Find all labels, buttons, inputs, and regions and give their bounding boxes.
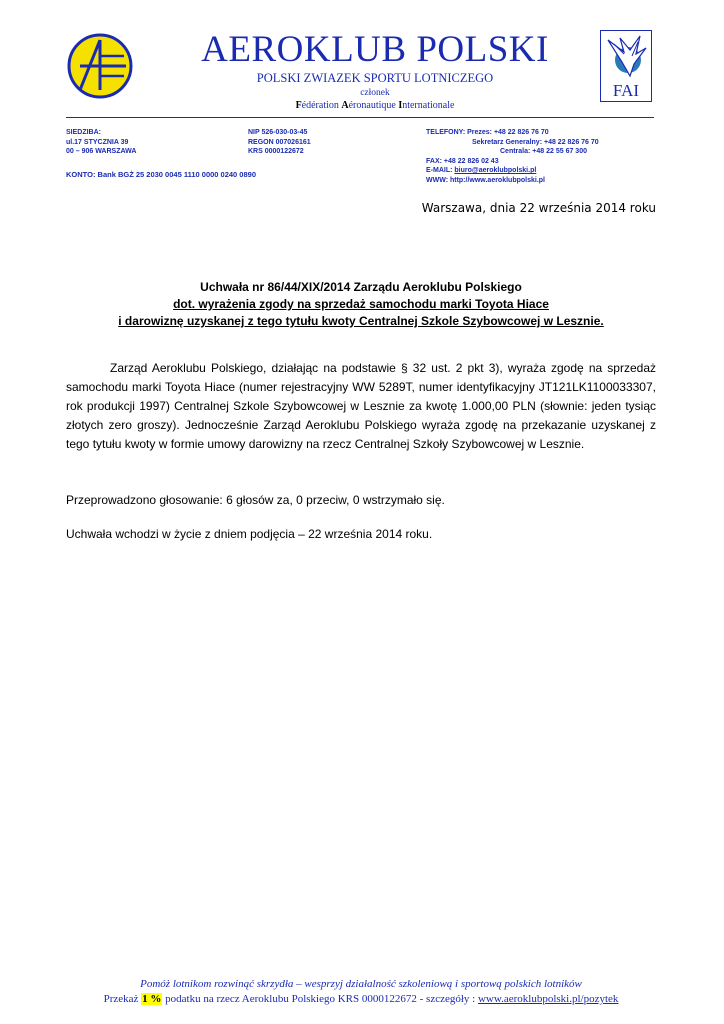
phone-secretary: Sekretarz Generalny: +48 22 826 76 70 <box>472 138 599 146</box>
seat-street: ul.17 STYCZNIA 39 <box>66 138 129 146</box>
resolution-title <box>66 279 656 330</box>
fai-name: Fédération Aéronautique Internationale <box>295 100 455 111</box>
effective-date: Uchwała wchodzi w życie z dniem podjęcia – 22 września 2014 roku. <box>66 527 433 541</box>
contact-info <box>426 128 656 185</box>
resolution-body: Zarząd Aeroklubu Polskiego, działając na podstawie § 32 ust. 2 pkt 3), wyraża zgodę na sprzedaż samochodu marki Toyota Hiace (numer rejestracyjny WW 5289T, numer identyfikacyjny JT121LK1100033307, rok produkcji 1997) Centralnej Szkole Szybowcowej w Lesznie za kwotę 1.000,00 PLN (słownie: jeden tysiąc złotych zero groszy). Jednocześnie Zarząd Aeroklubu Polskiego wyraża zgodę na przekazanie uzyskanej z tego tytułu kwoty w formie umowy darowizny na rzecz Centralnej Szkoły Szybowcowej w Lesznie. <box>66 361 656 451</box>
title-line-1: Uchwała nr 86/44/XIX/2014 Zarządu Aeroklubu Polskiego <box>200 280 522 294</box>
title-line-2: dot. wyrażenia zgody na sprzedaż samochodu marki Toyota Hiace <box>173 297 549 311</box>
bank-account: KONTO: Bank BGŻ 25 2030 0045 1110 0000 0240 0890 <box>66 170 256 179</box>
footer-tax-info: Przekaż 1 % podatku na rzecz Aeroklubu Polskiego KRS 0000122672 - szczegóły : www.aeroklubpolski.pl/pozytek <box>103 993 619 1005</box>
seat-label: SIEDZIBA: <box>66 129 101 136</box>
header-divider <box>66 117 654 118</box>
aeroklub-logo-icon <box>66 32 134 100</box>
title-line-3: i darowiznę uzyskanej z tego tytułu kwoty Centralnej Szkole Szybowcowej w Lesznie. <box>118 314 604 328</box>
one-percent-highlight: 1 % <box>142 993 162 1005</box>
fax-number: FAX: +48 22 826 02 43 <box>426 157 499 165</box>
regon-number: REGON 007026161 <box>248 138 311 146</box>
email-link[interactable]: biuro@aeroklubpolski.pl <box>454 167 537 174</box>
document-date: Warszawa, dnia 22 września 2014 roku <box>421 201 656 215</box>
fai-logo-icon <box>600 30 652 102</box>
phone-president: TELEFONY: Prezes: +48 22 826 76 70 <box>426 129 549 136</box>
seat-address <box>66 128 246 157</box>
fai-logo-text: FAI <box>612 81 640 100</box>
membership-label: członek <box>360 88 390 98</box>
organization-name: AEROKLUB POLSKI <box>201 29 549 70</box>
registry-numbers <box>248 128 408 157</box>
www-address: WWW: http://www.aeroklubpolski.pl <box>426 176 545 184</box>
phone-central: Centrala: +48 22 55 67 300 <box>500 148 587 155</box>
vote-result: Przeprowadzono głosowanie: 6 głosów za, 0 przeciw, 0 wstrzymało się. <box>66 493 445 507</box>
footer-appeal: Pomóż lotnikom rozwinąć skrzydła – wesprzyj działalność szkoleniową i sportową polskich lotników <box>140 978 582 990</box>
email-row: E-MAIL: biuro@aeroklubpolski.pl <box>426 167 537 174</box>
seat-city: 00 – 906 WARSZAWA <box>66 148 137 155</box>
organization-subtitle: POLSKI ZWIAZEK SPORTU LOTNICZEGO <box>256 71 494 85</box>
nip-number: NIP 526-030-03-45 <box>248 129 308 136</box>
krs-number: KRS 0000122672 <box>248 148 304 155</box>
footer-link[interactable]: www.aeroklubpolski.pl/pozytek <box>477 993 619 1005</box>
